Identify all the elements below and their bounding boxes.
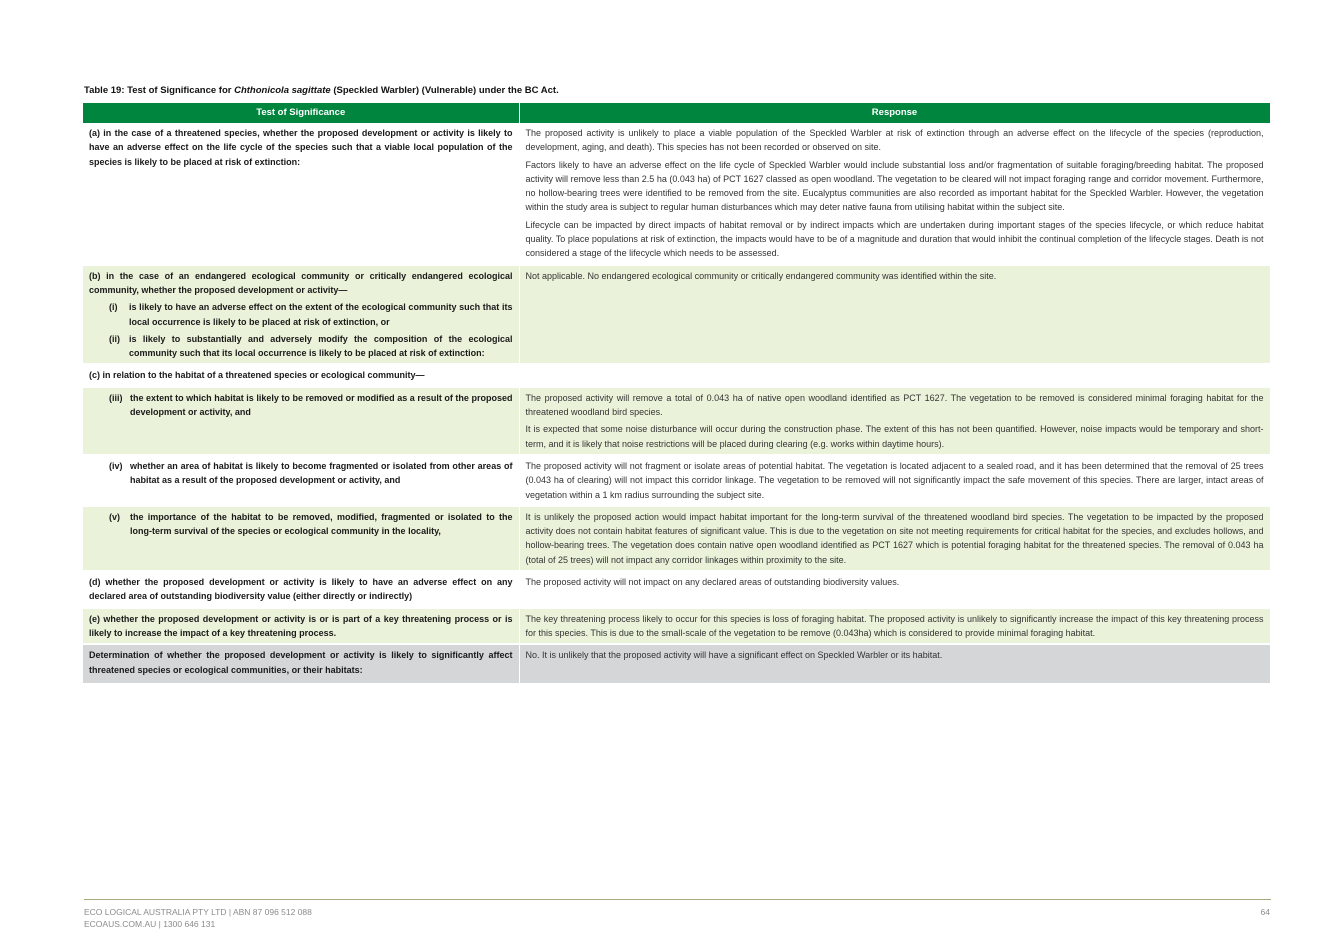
footer-contact: ECOAUS.COM.AU | 1300 646 131 — [84, 918, 216, 929]
table-row-c-iii — [83, 387, 1270, 455]
table-row-e — [83, 608, 1270, 645]
item-number: (iv) — [109, 460, 123, 471]
table-row-c — [83, 364, 1270, 386]
item-text: the importance of the habitat to be removed, modified, fragmented or isolated to the long-term survival of the species or ecological community in the locality, — [130, 511, 513, 537]
caption-prefix: Table 19: Test of Significance for — [84, 85, 235, 96]
header-test-of-significance: Test of Significance — [83, 103, 519, 123]
question-b-items — [89, 300, 513, 360]
question-c-iii-body — [89, 391, 513, 420]
response-a-paragraph-3: Lifecycle can be impacted by direct impacts of habitat removal or by indirect impacts which are undertaken during important stages of the species lifecycle, or which reduce habitat quality. To place populations at risk of extinction, the impacts would have to be of a magnitude and duration that would inhibit the continual completion of the lifecycle stages. Death is not considered a stage of the lifecycle which needs to be assessed. — [525, 219, 1264, 259]
significance-table — [83, 103, 1271, 685]
table-row-c-v — [83, 506, 1270, 571]
item-number: (i) — [109, 302, 118, 313]
caption-species-name: Chthonicola sagittate — [234, 85, 331, 96]
question-b — [83, 265, 519, 365]
footer-company: ECO LOGICAL AUSTRALIA PTY LTD | ABN 87 096 512 088 — [84, 907, 312, 917]
table-row-a — [83, 123, 1270, 265]
response-a — [519, 123, 1270, 265]
question-c: (c) in relation to the habitat of a threatened species or ecological community— — [83, 364, 519, 386]
item-text: the extent to which habitat is likely to be removed or modified as a result of the proposed development or activity, and — [130, 392, 513, 418]
question-c-iv — [83, 455, 519, 506]
question-c-iv-body — [89, 459, 513, 488]
response-determination: No. It is unlikely that the proposed activity will have a significant effect on Speckled Warbler or its habitat. — [519, 644, 1270, 684]
response-a-paragraph-1: The proposed activity is unlikely to place a viable population of the Speckled Warbler at risk of extinction through an adverse effect on the lifecycle of the species (reproduction, development, aging, and death). This species has not been recorded or observed on site. — [525, 128, 1264, 153]
footer-divider — [84, 899, 1271, 900]
question-c-v-body — [89, 510, 513, 539]
question-b-item-ii — [109, 332, 513, 361]
question-d: (d) whether the proposed development or activity is likely to have an adverse effect on any declared area of outstanding biodiversity value (either directly or indirectly) — [83, 571, 519, 608]
question-c-iii — [83, 387, 519, 455]
caption-suffix: (Speckled Warbler) (Vulnerable) under the BC Act. — [330, 85, 559, 96]
response-c-empty — [519, 364, 1270, 386]
item-text: is likely to have an adverse effect on the extent of the ecological community such that its local occurrence is likely to be placed at risk of extinction, or — [129, 302, 513, 327]
page-number: 64 — [1260, 907, 1270, 917]
response-c-iii — [519, 387, 1270, 455]
table-row-b — [83, 265, 1270, 365]
response-c-iii-paragraph-2: It is expected that some noise disturbance will occur during the construction phase. The extent of this has not been quantified. However, noise impacts would be temporary and short-term, and it is likely that noise restrictions will be placed during clearing (e.g. works within daytime hours). — [525, 424, 1264, 449]
question-a: (a) in the case of a threatened species, whether the proposed development or activity is likely to have an adverse effect on the life cycle of the species such that a viable local population of the species is likely to be placed at risk of extinction: — [83, 123, 519, 265]
response-c-v: It is unlikely the proposed action would impact habitat important for the long-term survival of the threatened woodland bird species. The vegetation to be impacted by the proposed activity does not contain habitat features of significant value. This is due to the vegetation on site not meeting requirements for critical habitat for the species, and excludes hollows, and hollow-bearing trees. The vegetation does contain native open woodland identified as PCT 1627 which is potential foraging habitat for the threatened species. The removal of 0.043 ha (total of 25 trees) will not impact any corridor linkages within proximity to the site. — [519, 506, 1270, 571]
response-c-iii-paragraph-1: The proposed activity will remove a total of 0.043 ha of native open woodland identified as PCT 1627. The vegetation to be removed is considered minimal foraging habitat for the threatened woodland bird species. — [525, 392, 1264, 418]
table-caption — [84, 85, 559, 96]
response-b: Not applicable. No endangered ecological community or critically endangered community was identified within the site. — [519, 265, 1270, 365]
response-c-iv: The proposed activity will not fragment or isolate areas of potential habitat. The vegetation is located adjacent to a sealed road, and it has been determined that the removal of 25 trees (0.043 ha of clearing) will not impact this corridor linkage. The vegetation to be removed will not significantly impact the safe movement of this species. There are larger, intact areas of vegetation within a 1 km radius surrounding the subject site. — [519, 455, 1270, 506]
item-number: (ii) — [109, 333, 120, 344]
header-response: Response — [519, 103, 1270, 123]
footer — [84, 907, 312, 930]
item-number: (iii) — [109, 392, 123, 403]
question-b-intro: (b) in the case of an endangered ecological community or critically endangered ecological community, whether the proposed development or activity— — [89, 270, 513, 295]
item-text: whether an area of habitat is likely to become fragmented or isolated from other areas of habitat as a result of the proposed development or activity, and — [130, 460, 513, 486]
question-e: (e) whether the proposed development or activity is or is part of a key threatening process or is likely to increase the impact of a key threatening process. — [83, 608, 519, 645]
response-d: The proposed activity will not impact on any declared areas of outstanding biodiversity values. — [519, 571, 1270, 608]
table-row-d — [83, 571, 1270, 608]
table-row-c-iv — [83, 455, 1270, 506]
item-number: (v) — [109, 511, 120, 522]
question-determination: Determination of whether the proposed development or activity is likely to significantly affect threatened species or ecological communities, or their habitats: — [83, 644, 519, 684]
question-b-item-i — [109, 300, 513, 329]
item-text: is likely to substantially and adversely modify the composition of the ecological community such that its local occurrence is likely to be placed at risk of extinction: — [129, 333, 513, 359]
response-a-paragraph-2: Factors likely to have an adverse effect on the life cycle of Speckled Warbler would include substantial loss and/or fragmentation of suitable foraging/breeding habitat. The proposed activity will remove less than 2.5 ha (0.043 ha) of PCT 1627 classed as open woodland. The vegetation to be cleared will not impact foraging range and corridor movement. Furthermore, no hollow-bearing trees were identified to be removed from the site. Eucalyptus communities are also recorded as important habitat for the Speckled Warbler. However, the vegetation within the study area is subject to regular human disturbances which may deter native fauna from utilising habitat within the subject site. — [525, 159, 1264, 213]
question-c-v — [83, 506, 519, 571]
table-row-determination — [83, 644, 1270, 684]
response-e: The key threatening process likely to occur for this species is loss of foraging habitat. The proposed activity is unlikely to significantly increase the impact of this key threatening process for this species. This is due to the small-scale of the vegetation to be remove (0.043ha) which is considered to provide minimal foraging habitat. — [519, 608, 1270, 645]
table-header-row — [83, 103, 1270, 123]
